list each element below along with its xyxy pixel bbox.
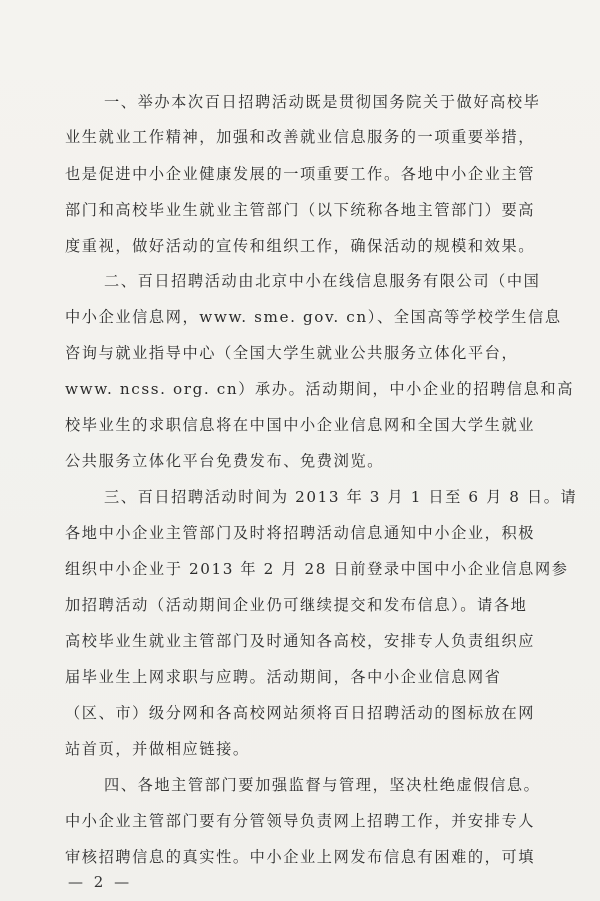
- paragraph-4-line-2: 中小企业主管部门要有分管领导负责网上招聘工作，并安排专人: [65, 812, 536, 830]
- paragraph-2-line-1: 二、百日招聘活动由北京中小在线信息服务有限公司（中国: [104, 272, 541, 290]
- paragraph-2-line-4: www. ncss. org. cn）承办。活动期间，中小企业的招聘信息和高: [65, 380, 574, 398]
- paragraph-3-line-5: 高校毕业生就业主管部门及时通知各高校，安排专人负责组织应: [65, 632, 536, 650]
- paragraph-2-line-6: 公共服务立体化平台免费发布、免费浏览。: [65, 452, 384, 470]
- paragraph-3-line-8: 站首页，并做相应链接。: [65, 740, 250, 758]
- paragraph-4-line-1: 四、各地主管部门要加强监督与管理，坚决杜绝虚假信息。: [104, 776, 541, 794]
- paragraph-3-line-3: 组织中小企业于 2013 年 2 月 28 日前登录中国中小企业信息网参: [65, 560, 569, 578]
- paragraph-2-line-5: 校毕业生的求职信息将在中国中小企业信息网和全国大学生就业: [65, 416, 536, 434]
- paragraph-1-line-2: 业生就业工作精神，加强和改善就业信息服务的一项重要举措，: [65, 128, 536, 146]
- paragraph-3-line-7: （区、市）级分网和各高校网站须将百日招聘活动的图标放在网: [65, 704, 536, 722]
- paragraph-1-line-4: 部门和高校毕业生就业主管部门（以下统称各地主管部门）要高: [65, 201, 536, 219]
- paragraph-3-line-4: 加招聘活动（活动期间企业仍可继续提交和发布信息）。请各地: [65, 596, 528, 614]
- paragraph-2-line-3: 咨询与就业指导中心（全国大学生就业公共服务立体化平台，: [65, 344, 519, 362]
- paragraph-2-line-2: 中小企业信息网，www. sme. gov. cn）、全国高等学校学生信息: [65, 308, 562, 326]
- paragraph-1-line-5: 度重视，做好活动的宣传和组织工作，确保活动的规模和效果。: [65, 237, 536, 255]
- page-number: — 2 —: [68, 873, 133, 891]
- paragraph-3-line-2: 各地中小企业主管部门及时将招聘活动信息通知中小企业，积极: [65, 524, 536, 542]
- paragraph-3-line-6: 届毕业生上网求职与应聘。活动期间，各中小企业信息网省: [65, 668, 502, 686]
- paragraph-1-line-3: 也是促进中小企业健康发展的一项重要工作。各地中小企业主管: [65, 165, 536, 183]
- paragraph-4-line-3: 审核招聘信息的真实性。中小企业上网发布信息有困难的，可填: [65, 848, 536, 866]
- paragraph-3-line-1: 三、百日招聘活动时间为 2013 年 3 月 1 日至 6 月 8 日。请: [104, 488, 578, 506]
- paragraph-1-line-1: 一、举办本次百日招聘活动既是贯彻国务院关于做好高校毕: [104, 93, 541, 111]
